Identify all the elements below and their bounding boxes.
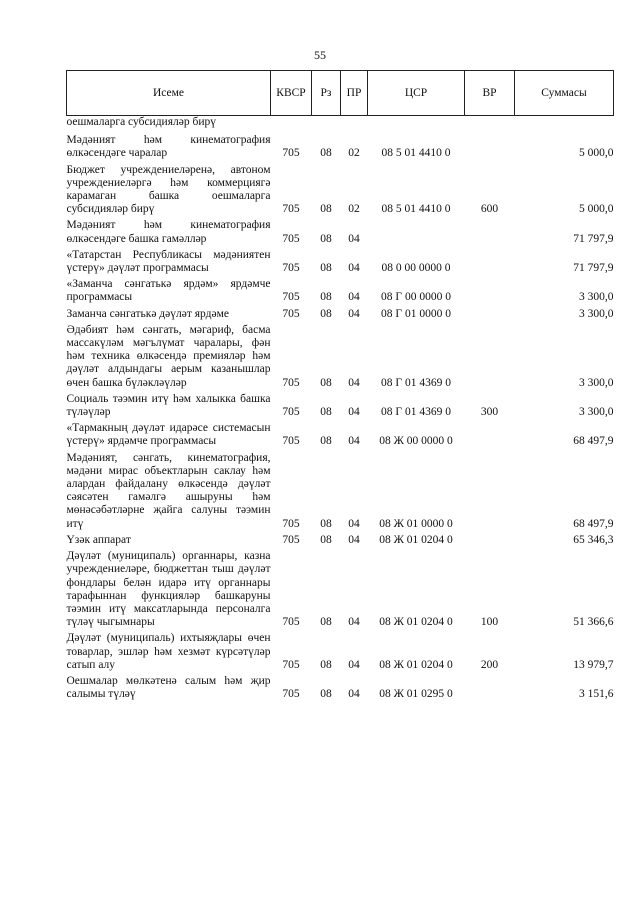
row-csr: 08 Г 00 0000 0	[381, 291, 451, 304]
row-csr: 08 Ж 01 0204 0	[379, 616, 453, 629]
row-sum: 13 979,7	[573, 658, 614, 671]
table-header-row	[67, 71, 614, 116]
row-kvsr: 705	[282, 307, 300, 320]
row-vr	[465, 249, 515, 278]
row-pr: 04	[348, 533, 360, 546]
row-name: Мәдәният, сәнгать, кинематография, мәдәни мирас объектларын саклау һәм алардан файдалану өлкәсендә дәүләт сәясәтен гамәлгә ашыруны һәм мөнәсәбәтләрне җайга салуны тәэмин итү	[66, 451, 271, 530]
row-csr: 08 Ж 01 0204 0	[379, 533, 453, 546]
row-rz: 08	[320, 307, 332, 320]
row-pr: 04	[348, 307, 360, 320]
row-name: Бюджет учреждениеләренә, автоном учреждениеләргә һәм коммерциягә карамаган башка оешмаларга субсидияләр бирү	[66, 163, 271, 216]
table-row	[67, 393, 614, 422]
row-csr: 08 Г 01 0000 0	[381, 307, 451, 320]
row-csr: 08 Г 01 4369 0	[381, 376, 451, 389]
table-row	[67, 534, 614, 550]
row-rz: 08	[320, 517, 332, 530]
header-name: Исеме	[67, 71, 271, 116]
row-pr: 04	[348, 262, 360, 275]
table-row	[67, 219, 614, 248]
row-sum: 3 300,0	[579, 307, 614, 320]
table-row	[67, 278, 614, 307]
table-row	[67, 422, 614, 451]
table-row	[67, 452, 614, 534]
header-sum: Суммасы	[515, 71, 614, 116]
row-pr: 04	[348, 688, 360, 701]
row-csr: 08 Ж 01 0000 0	[379, 517, 453, 530]
row-rz: 08	[320, 291, 332, 304]
row-csr: 08 5 01 4410 0	[381, 147, 451, 160]
table-row	[67, 308, 614, 324]
row-kvsr: 705	[282, 376, 300, 389]
row-vr	[465, 278, 515, 307]
row-pr: 04	[348, 616, 360, 629]
row-name: Дәүләт (муниципаль) ихтыяҗлары өчен товарлар, эшләр һәм хезмәт күрсәтүләр сатып алу	[66, 632, 271, 671]
row-name: Социаль тәэмин итү һәм халыкка башка түләүләр	[66, 392, 271, 419]
row-sum: 3 151,6	[579, 688, 614, 701]
row-name: Заманча сәнгатькә дәүләт ярдәме	[66, 307, 229, 320]
row-kvsr: 705	[282, 291, 300, 304]
row-rz: 08	[320, 533, 332, 546]
row-vr	[465, 308, 515, 324]
row-sum: 3 300,0	[579, 406, 614, 419]
row-rz: 08	[320, 262, 332, 275]
row-name: «Татарстан Республикасы мәдәниятен үстерү» дәүләт программасы	[66, 248, 271, 275]
row-vr	[465, 116, 515, 135]
row-csr: 08 Г 01 4369 0	[381, 406, 451, 419]
row-kvsr: 705	[282, 616, 300, 629]
row-name: Әдәбият һәм сәнгать, мәгариф, басма массакүләм мәгълүмат чаралары, фән һәм техника өлкәсендә премияләр һәм дәүләт алдындагы аерым казанышлар өчен башка бүләкләүләр	[66, 323, 271, 389]
row-vr: 600	[480, 203, 499, 216]
row-csr: 08 0 00 0000 0	[381, 262, 451, 275]
row-vr: 100	[480, 616, 499, 629]
row-kvsr: 705	[282, 688, 300, 701]
row-sum: 71 797,9	[573, 262, 614, 275]
row-vr	[465, 219, 515, 248]
row-rz	[312, 116, 341, 135]
row-rz: 08	[320, 147, 332, 160]
row-vr: 200	[480, 658, 499, 671]
row-sum	[515, 116, 614, 135]
row-pr: 04	[348, 376, 360, 389]
row-vr	[465, 452, 515, 534]
row-sum: 71 797,9	[573, 232, 614, 245]
row-name: Мәдәният һәм кинематография өлкәсендәге чаралар	[66, 134, 271, 160]
header-rz: Рз	[312, 71, 341, 116]
row-kvsr: 705	[282, 658, 300, 671]
row-name: Мәдәният һәм кинематография өлкәсендәге башка гамәлләр	[66, 219, 271, 245]
header-pr: ПР	[341, 71, 368, 116]
row-rz: 08	[320, 232, 332, 245]
row-vr	[465, 534, 515, 550]
table-row	[67, 675, 614, 704]
row-name: «Заманча сәнгатькә ярдәм» ярдәмче программасы	[66, 278, 271, 304]
budget-table	[66, 70, 614, 704]
row-rz: 08	[320, 658, 332, 671]
row-pr: 04	[348, 435, 360, 448]
row-kvsr: 705	[282, 406, 300, 419]
row-sum: 51 366,6	[573, 616, 614, 629]
row-csr	[368, 116, 465, 135]
row-name: Үзәк аппарат	[66, 533, 131, 546]
row-vr	[465, 675, 515, 704]
row-csr: 08 Ж 01 0295 0	[379, 688, 453, 701]
row-rz: 08	[320, 203, 332, 216]
table-row	[67, 164, 614, 220]
row-csr: 08 Ж 01 0204 0	[379, 658, 453, 671]
row-kvsr: 705	[282, 232, 300, 245]
row-pr: 04	[348, 517, 360, 530]
table-row	[67, 632, 614, 675]
row-name: оешмаларга субсидияләр бирү	[66, 116, 216, 128]
row-kvsr: 705	[282, 517, 300, 530]
row-pr: 04	[348, 406, 360, 419]
row-rz: 08	[320, 406, 332, 419]
row-name: Оешмалар мөлкәтенә салым һәм җир салымы түләү	[66, 674, 271, 701]
row-pr: 04	[348, 658, 360, 671]
row-rz: 08	[320, 616, 332, 629]
row-vr	[465, 422, 515, 451]
row-vr: 300	[480, 406, 499, 419]
row-pr: 02	[348, 147, 360, 160]
row-kvsr	[271, 116, 312, 135]
row-pr: 04	[348, 232, 360, 245]
table-row	[67, 550, 614, 632]
row-pr	[341, 116, 368, 135]
row-kvsr: 705	[282, 203, 300, 216]
row-csr: 08 Ж 00 0000 0	[379, 435, 453, 448]
row-sum: 65 346,3	[573, 533, 614, 546]
row-rz: 08	[320, 376, 332, 389]
header-kvsr: КВСР	[271, 71, 312, 116]
page-number: 55	[314, 48, 326, 62]
header-vr: ВР	[465, 71, 515, 116]
row-name: «Тармакның дәүләт идарәсе системасын үстерү» ярдәмче программасы	[66, 422, 271, 448]
row-vr	[465, 324, 515, 393]
header-csr: ЦСР	[368, 71, 465, 116]
table-row	[67, 324, 614, 393]
row-kvsr: 705	[282, 147, 300, 160]
row-pr: 04	[348, 291, 360, 304]
row-pr: 02	[348, 203, 360, 216]
table-row	[67, 249, 614, 278]
table-row	[67, 134, 614, 163]
row-name: Дәүләт (муниципаль) органнары, казна учреждениеләре, бюджеттан тыш дәүләт фондлары белән идарә итү органнары тарафыннан функцияләр башкаруны тәэмин итү максатларында персоналга түләү чыгымнары	[66, 550, 271, 629]
row-rz: 08	[320, 435, 332, 448]
row-kvsr: 705	[282, 533, 300, 546]
row-sum: 68 497,9	[573, 435, 614, 448]
row-sum: 5 000,0	[579, 147, 614, 160]
row-sum: 5 000,0	[579, 203, 614, 216]
row-sum: 68 497,9	[573, 517, 614, 530]
row-kvsr: 705	[282, 435, 300, 448]
row-csr: 08 5 01 4410 0	[381, 203, 451, 216]
row-sum: 3 300,0	[579, 376, 614, 389]
row-sum: 3 300,0	[579, 291, 614, 304]
table-row	[67, 116, 614, 135]
row-csr	[368, 219, 465, 248]
row-rz: 08	[320, 688, 332, 701]
row-vr	[465, 134, 515, 163]
row-kvsr: 705	[282, 262, 300, 275]
